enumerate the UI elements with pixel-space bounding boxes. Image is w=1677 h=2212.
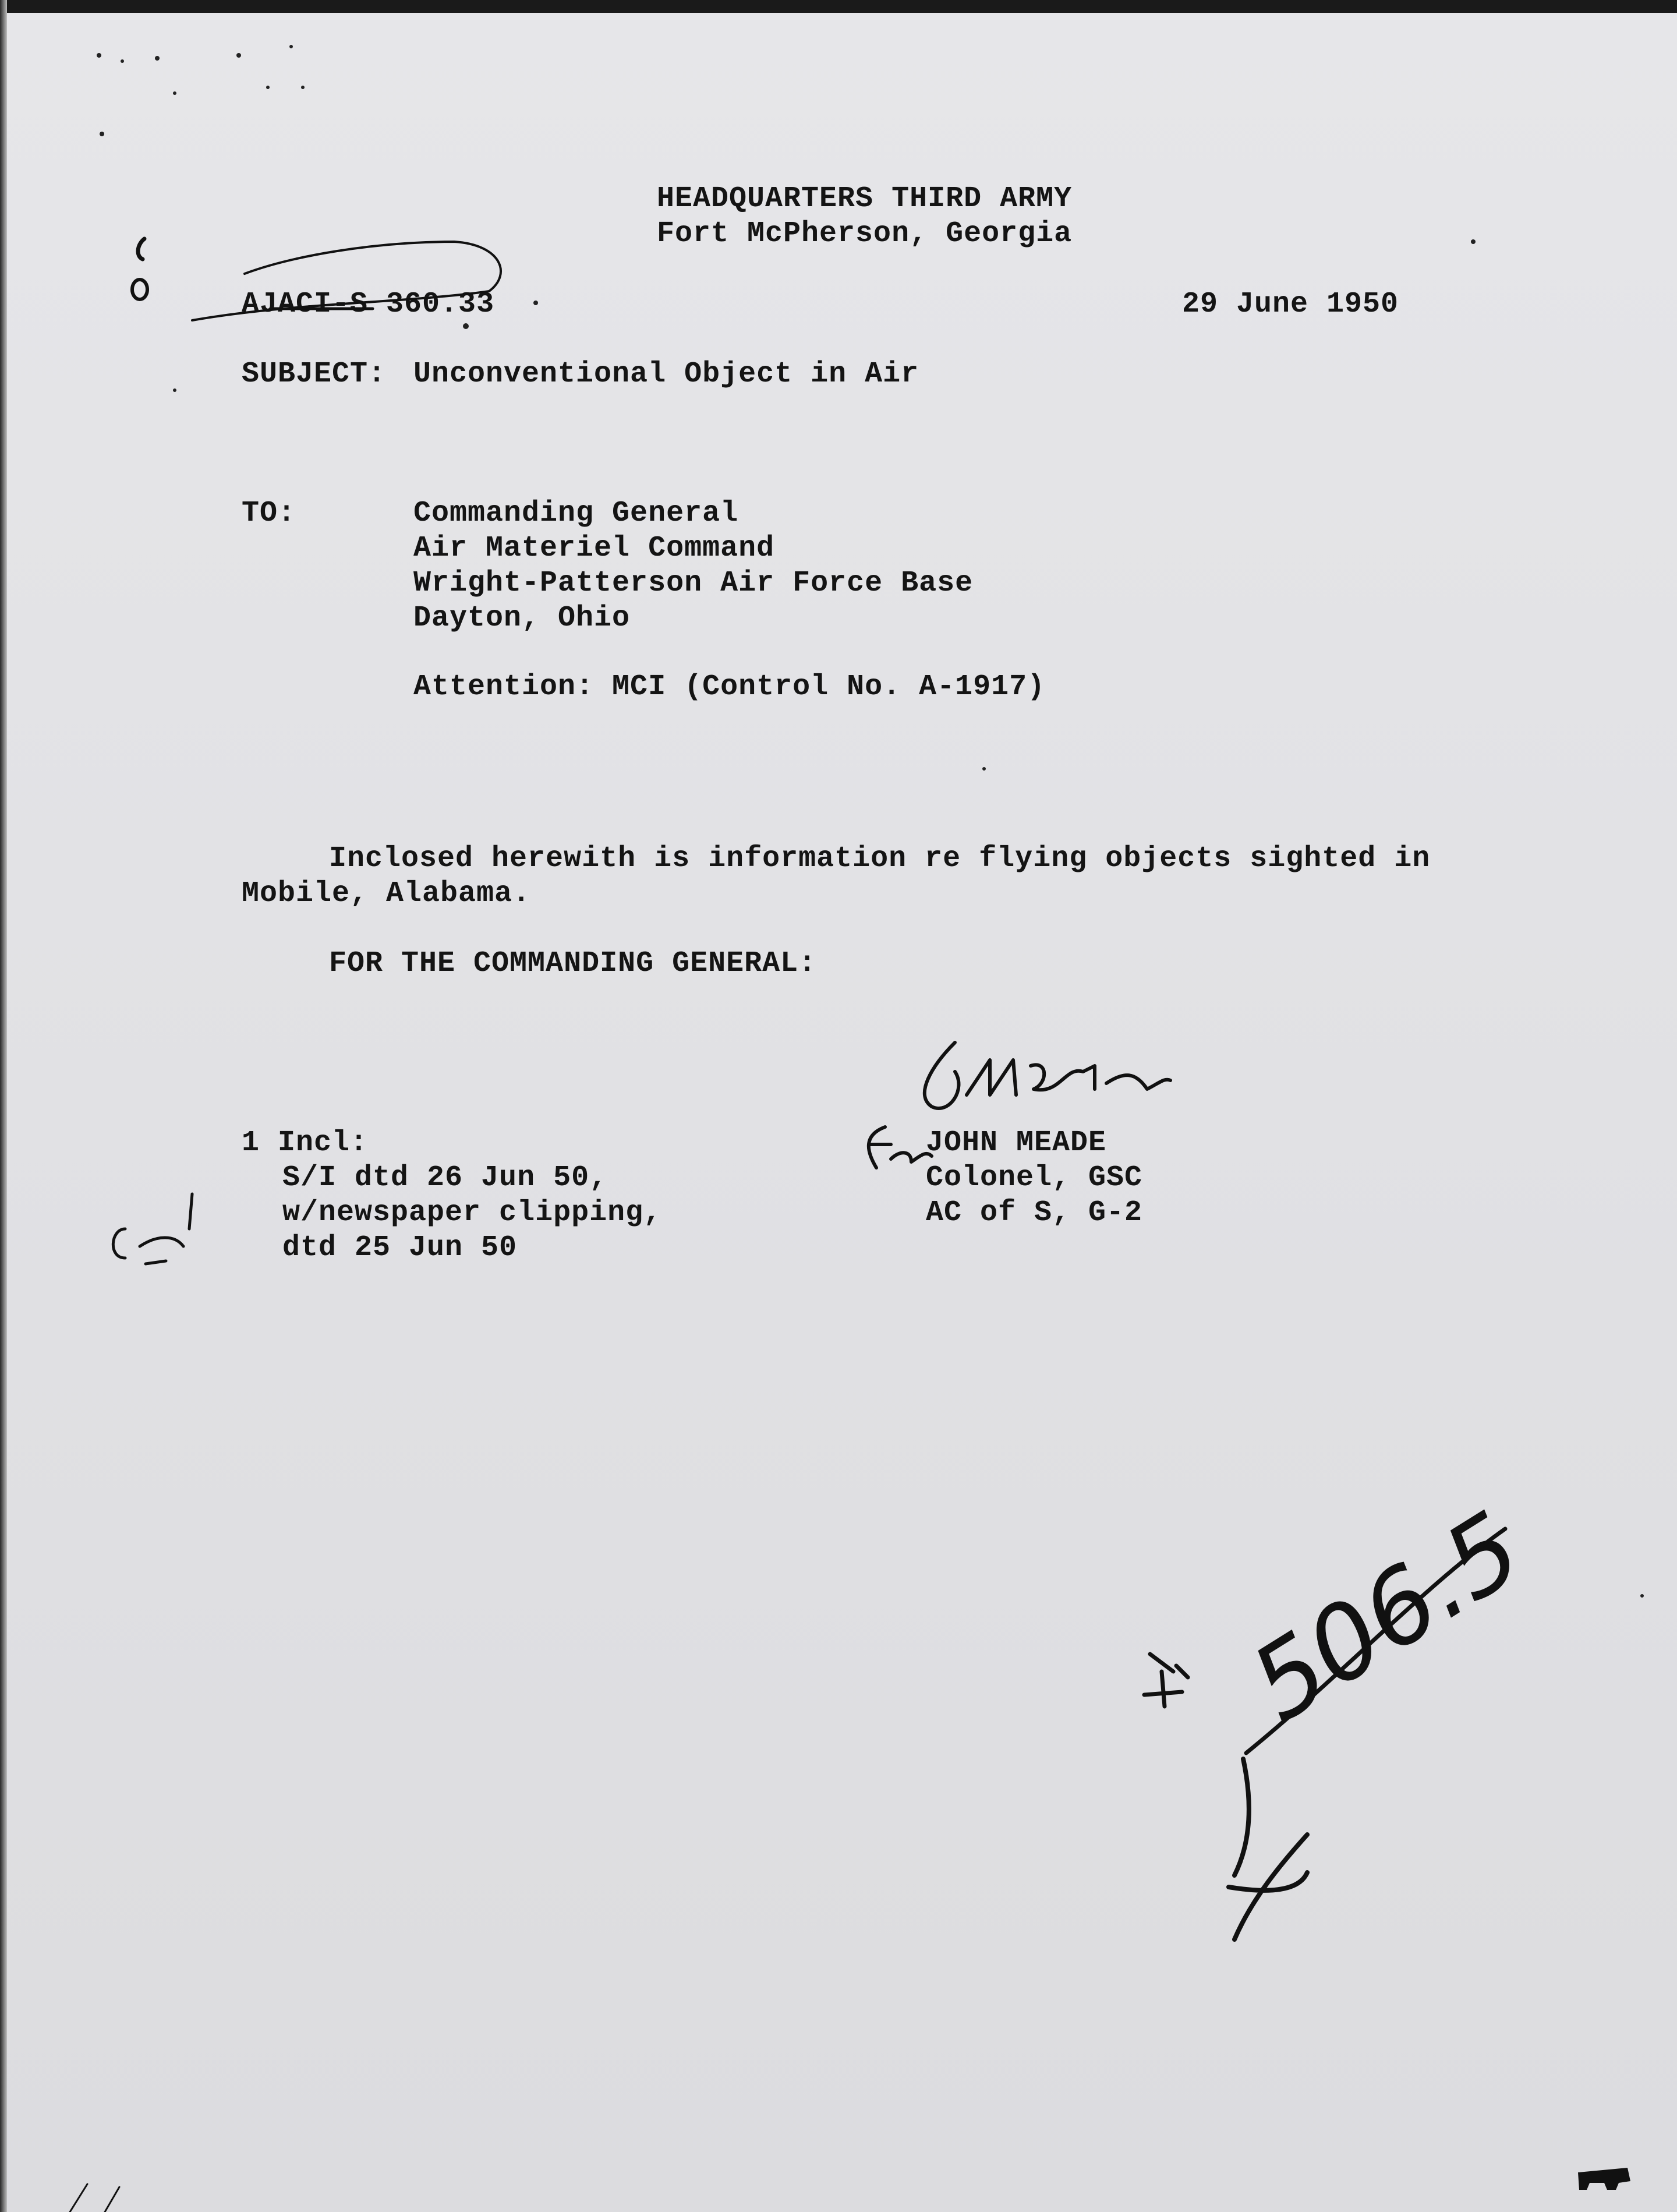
inclosure-line-1: S/I dtd 26 Jun 50, bbox=[282, 1161, 608, 1195]
attention-line: Attention: MCI (Control No. A-1917) bbox=[413, 670, 1046, 704]
margin-mark-o bbox=[132, 280, 147, 299]
signer-title: AC of S, G-2 bbox=[926, 1196, 1143, 1229]
inclosure-line-3: dtd 25 Jun 50 bbox=[282, 1231, 518, 1264]
addressee-line-1: Commanding General bbox=[413, 497, 739, 530]
file-reference: AJACI-S 360.33 bbox=[242, 288, 495, 321]
inclosure-label: 1 Incl: bbox=[242, 1126, 369, 1160]
scan-artifact-bottom-left bbox=[70, 2184, 119, 2212]
signer-rank: Colonel, GSC bbox=[926, 1161, 1143, 1195]
closing-line: FOR THE COMMANDING GENERAL: bbox=[329, 947, 817, 980]
body-line-2: Mobile, Alabama. bbox=[242, 877, 531, 910]
file-number-group bbox=[1144, 1490, 1541, 1939]
letterhead-line-1: HEADQUARTERS THIRD ARMY bbox=[657, 182, 1073, 215]
subject-label: SUBJECT: bbox=[242, 358, 387, 391]
handwritten-file-number: 506.5 bbox=[1231, 1489, 1542, 1745]
addressee-line-2: Air Materiel Command bbox=[413, 532, 775, 565]
signature-scrawl bbox=[925, 1043, 1170, 1108]
addressee-line-3: Wright-Patterson Air Force Base bbox=[413, 567, 974, 600]
letter-date: 29 June 1950 bbox=[1182, 288, 1399, 321]
scan-artifact-bottom bbox=[1578, 2168, 1630, 2190]
to-label: TO: bbox=[242, 497, 296, 530]
signer-name: JOHN MEADE bbox=[926, 1126, 1107, 1160]
scan-specks bbox=[97, 45, 1644, 1598]
body-line-1: Inclosed herewith is information re flying objects sighted in bbox=[329, 842, 1431, 875]
for-scribble bbox=[869, 1127, 932, 1168]
check-scribble bbox=[1229, 1759, 1307, 1939]
inclosure-line-2: w/newspaper clipping, bbox=[282, 1196, 662, 1229]
subject-text: Unconventional Object in Air bbox=[413, 358, 919, 391]
letterhead-line-2: Fort McPherson, Georgia bbox=[657, 217, 1073, 250]
handwritten-for-mark bbox=[1144, 1654, 1188, 1706]
margin-mark bbox=[138, 239, 144, 259]
addressee-line-4: Dayton, Ohio bbox=[413, 602, 631, 635]
inclosure-handmark bbox=[113, 1194, 192, 1264]
